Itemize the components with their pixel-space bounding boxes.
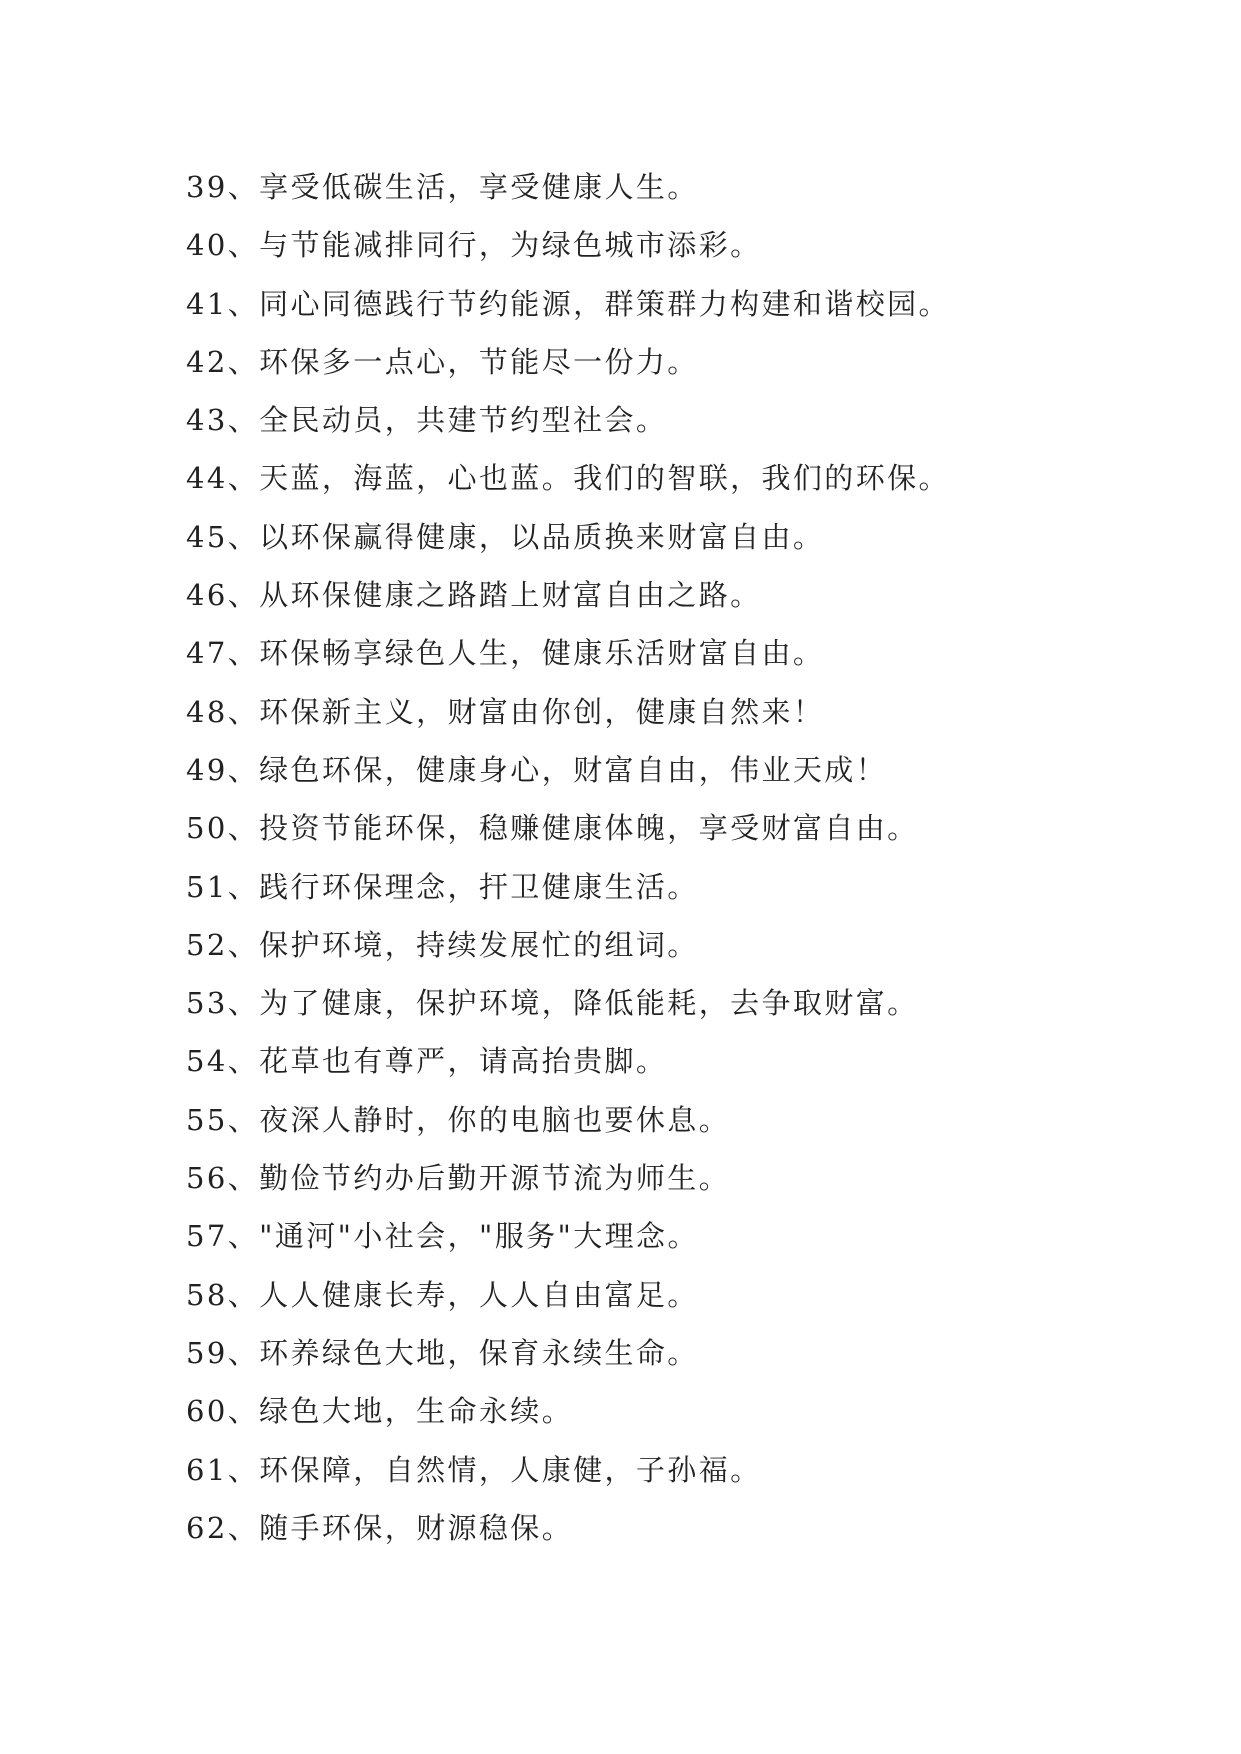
list-item: 60、绿色大地，生命永续。 <box>186 1394 574 1429</box>
list-item: 50、投资节能环保，稳赚健康体魄，享受财富自由。 <box>186 811 919 846</box>
list-item: 54、花草也有尊严，请高抬贵脚。 <box>186 1044 668 1079</box>
slogan-list <box>186 158 1166 1557</box>
list-item: 42、环保多一点心，节能尽一份力。 <box>186 344 699 379</box>
list-item: 62、随手环保，财源稳保。 <box>186 1510 574 1545</box>
list-item: 49、绿色环保，健康身心，财富自由，伟业天成！ <box>186 752 888 787</box>
list-item: 46、从环保健康之路踏上财富自由之路。 <box>186 578 762 613</box>
list-item: 59、环养绿色大地，保育永续生命。 <box>186 1335 699 1370</box>
list-item: 56、勤俭节约办后勤开源节流为师生。 <box>186 1161 731 1196</box>
list-item: 41、同心同德践行节约能源，群策群力构建和谐校园。 <box>186 286 950 321</box>
list-item: 44、天蓝，海蓝，心也蓝。我们的智联，我们的环保。 <box>186 461 950 496</box>
list-item: 45、以环保赢得健康，以品质换来财富自由。 <box>186 519 825 554</box>
list-item: 39、享受低碳生活，享受健康人生。 <box>186 170 699 204</box>
list-item: 57、"通河"小社会，"服务"大理念。 <box>186 1219 699 1254</box>
list-item: 61、环保障，自然情，人康健，子孙福。 <box>186 1452 762 1487</box>
list-item: 43、全民动员，共建节约型社会。 <box>186 403 668 438</box>
list-item: 53、为了健康，保护环境，降低能耗，去争取财富。 <box>186 986 919 1021</box>
list-item: 48、环保新主义，财富由你创，健康自然来！ <box>186 694 825 729</box>
list-item: 47、环保畅享绿色人生，健康乐活财富自由。 <box>186 636 825 671</box>
list-item: 58、人人健康长寿，人人自由富足。 <box>186 1277 699 1312</box>
list-item: 55、夜深人静时，你的电脑也要休息。 <box>186 1102 731 1137</box>
list-item: 52、保护环境，持续发展忙的组词。 <box>186 927 699 962</box>
list-item: 40、与节能减排同行，为绿色城市添彩。 <box>186 228 762 263</box>
list-item: 51、践行环保理念，扞卫健康生活。 <box>186 869 699 904</box>
